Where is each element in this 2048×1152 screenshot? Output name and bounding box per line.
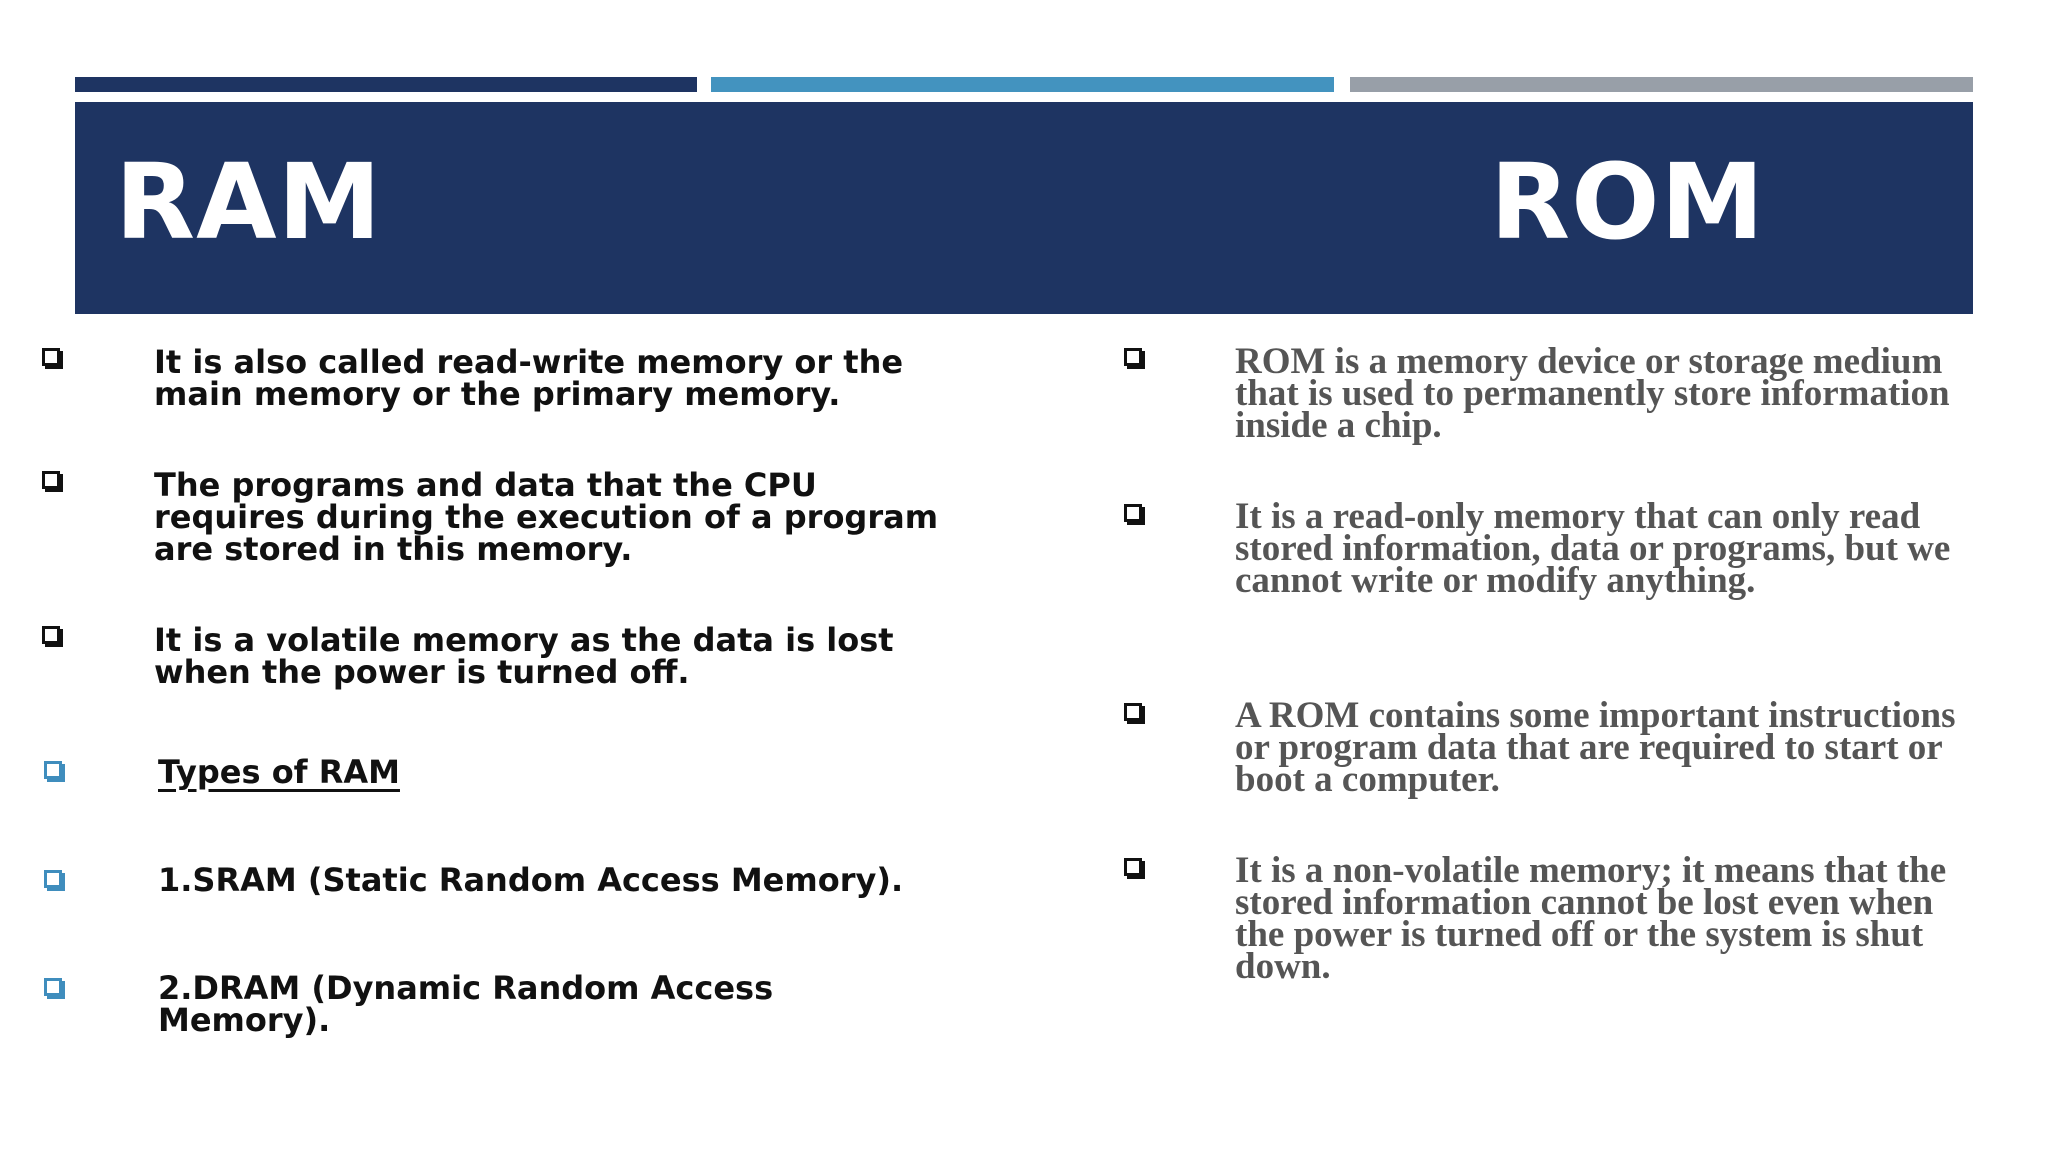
hollow-square-bullet-icon xyxy=(44,870,62,888)
ram-type-dram: 2.DRAM (Dynamic Random Access Memory). xyxy=(158,969,774,1039)
hollow-square-bullet-icon xyxy=(42,626,60,644)
title-ram: RAM xyxy=(115,141,383,263)
ram-point-3: It is a volatile memory as the data is lost when the power is turned off. xyxy=(154,621,894,691)
ram-types-heading: Types of RAM xyxy=(158,753,400,791)
accent-bar-dark xyxy=(75,77,697,92)
hollow-square-bullet-icon xyxy=(1124,858,1142,876)
hollow-square-bullet-icon xyxy=(42,471,60,489)
ram-point-2: The programs and data that the CPU requires during the execution of a program are stored in this memory. xyxy=(154,466,939,568)
accent-bar-blue xyxy=(711,77,1334,92)
hollow-square-bullet-icon xyxy=(44,761,62,779)
rom-point-2: It is a read-only memory that can only read stored information, data or programs, but we cannot write or modify anything. xyxy=(1235,496,1951,601)
hollow-square-bullet-icon xyxy=(1124,504,1142,522)
ram-point-1: It is also called read-write memory or the main memory or the primary memory. xyxy=(154,343,904,413)
accent-bar-gray xyxy=(1350,77,1973,92)
rom-point-4: It is a non-volatile memory; it means that the stored information cannot be lost even when the power is turned off or the system is shut down. xyxy=(1235,850,1947,987)
title-rom: ROM xyxy=(1490,141,1765,263)
hollow-square-bullet-icon xyxy=(44,978,62,996)
rom-point-1: ROM is a memory device or storage medium that is used to permanently store information inside a chip. xyxy=(1235,341,1950,446)
hollow-square-bullet-icon xyxy=(1124,703,1142,721)
hollow-square-bullet-icon xyxy=(1124,348,1142,366)
ram-type-sram: 1.SRAM (Static Random Access Memory). xyxy=(158,861,904,899)
hollow-square-bullet-icon xyxy=(42,348,60,366)
rom-point-3: A ROM contains some important instructions or program data that are required to start or boot a computer. xyxy=(1235,695,1956,800)
